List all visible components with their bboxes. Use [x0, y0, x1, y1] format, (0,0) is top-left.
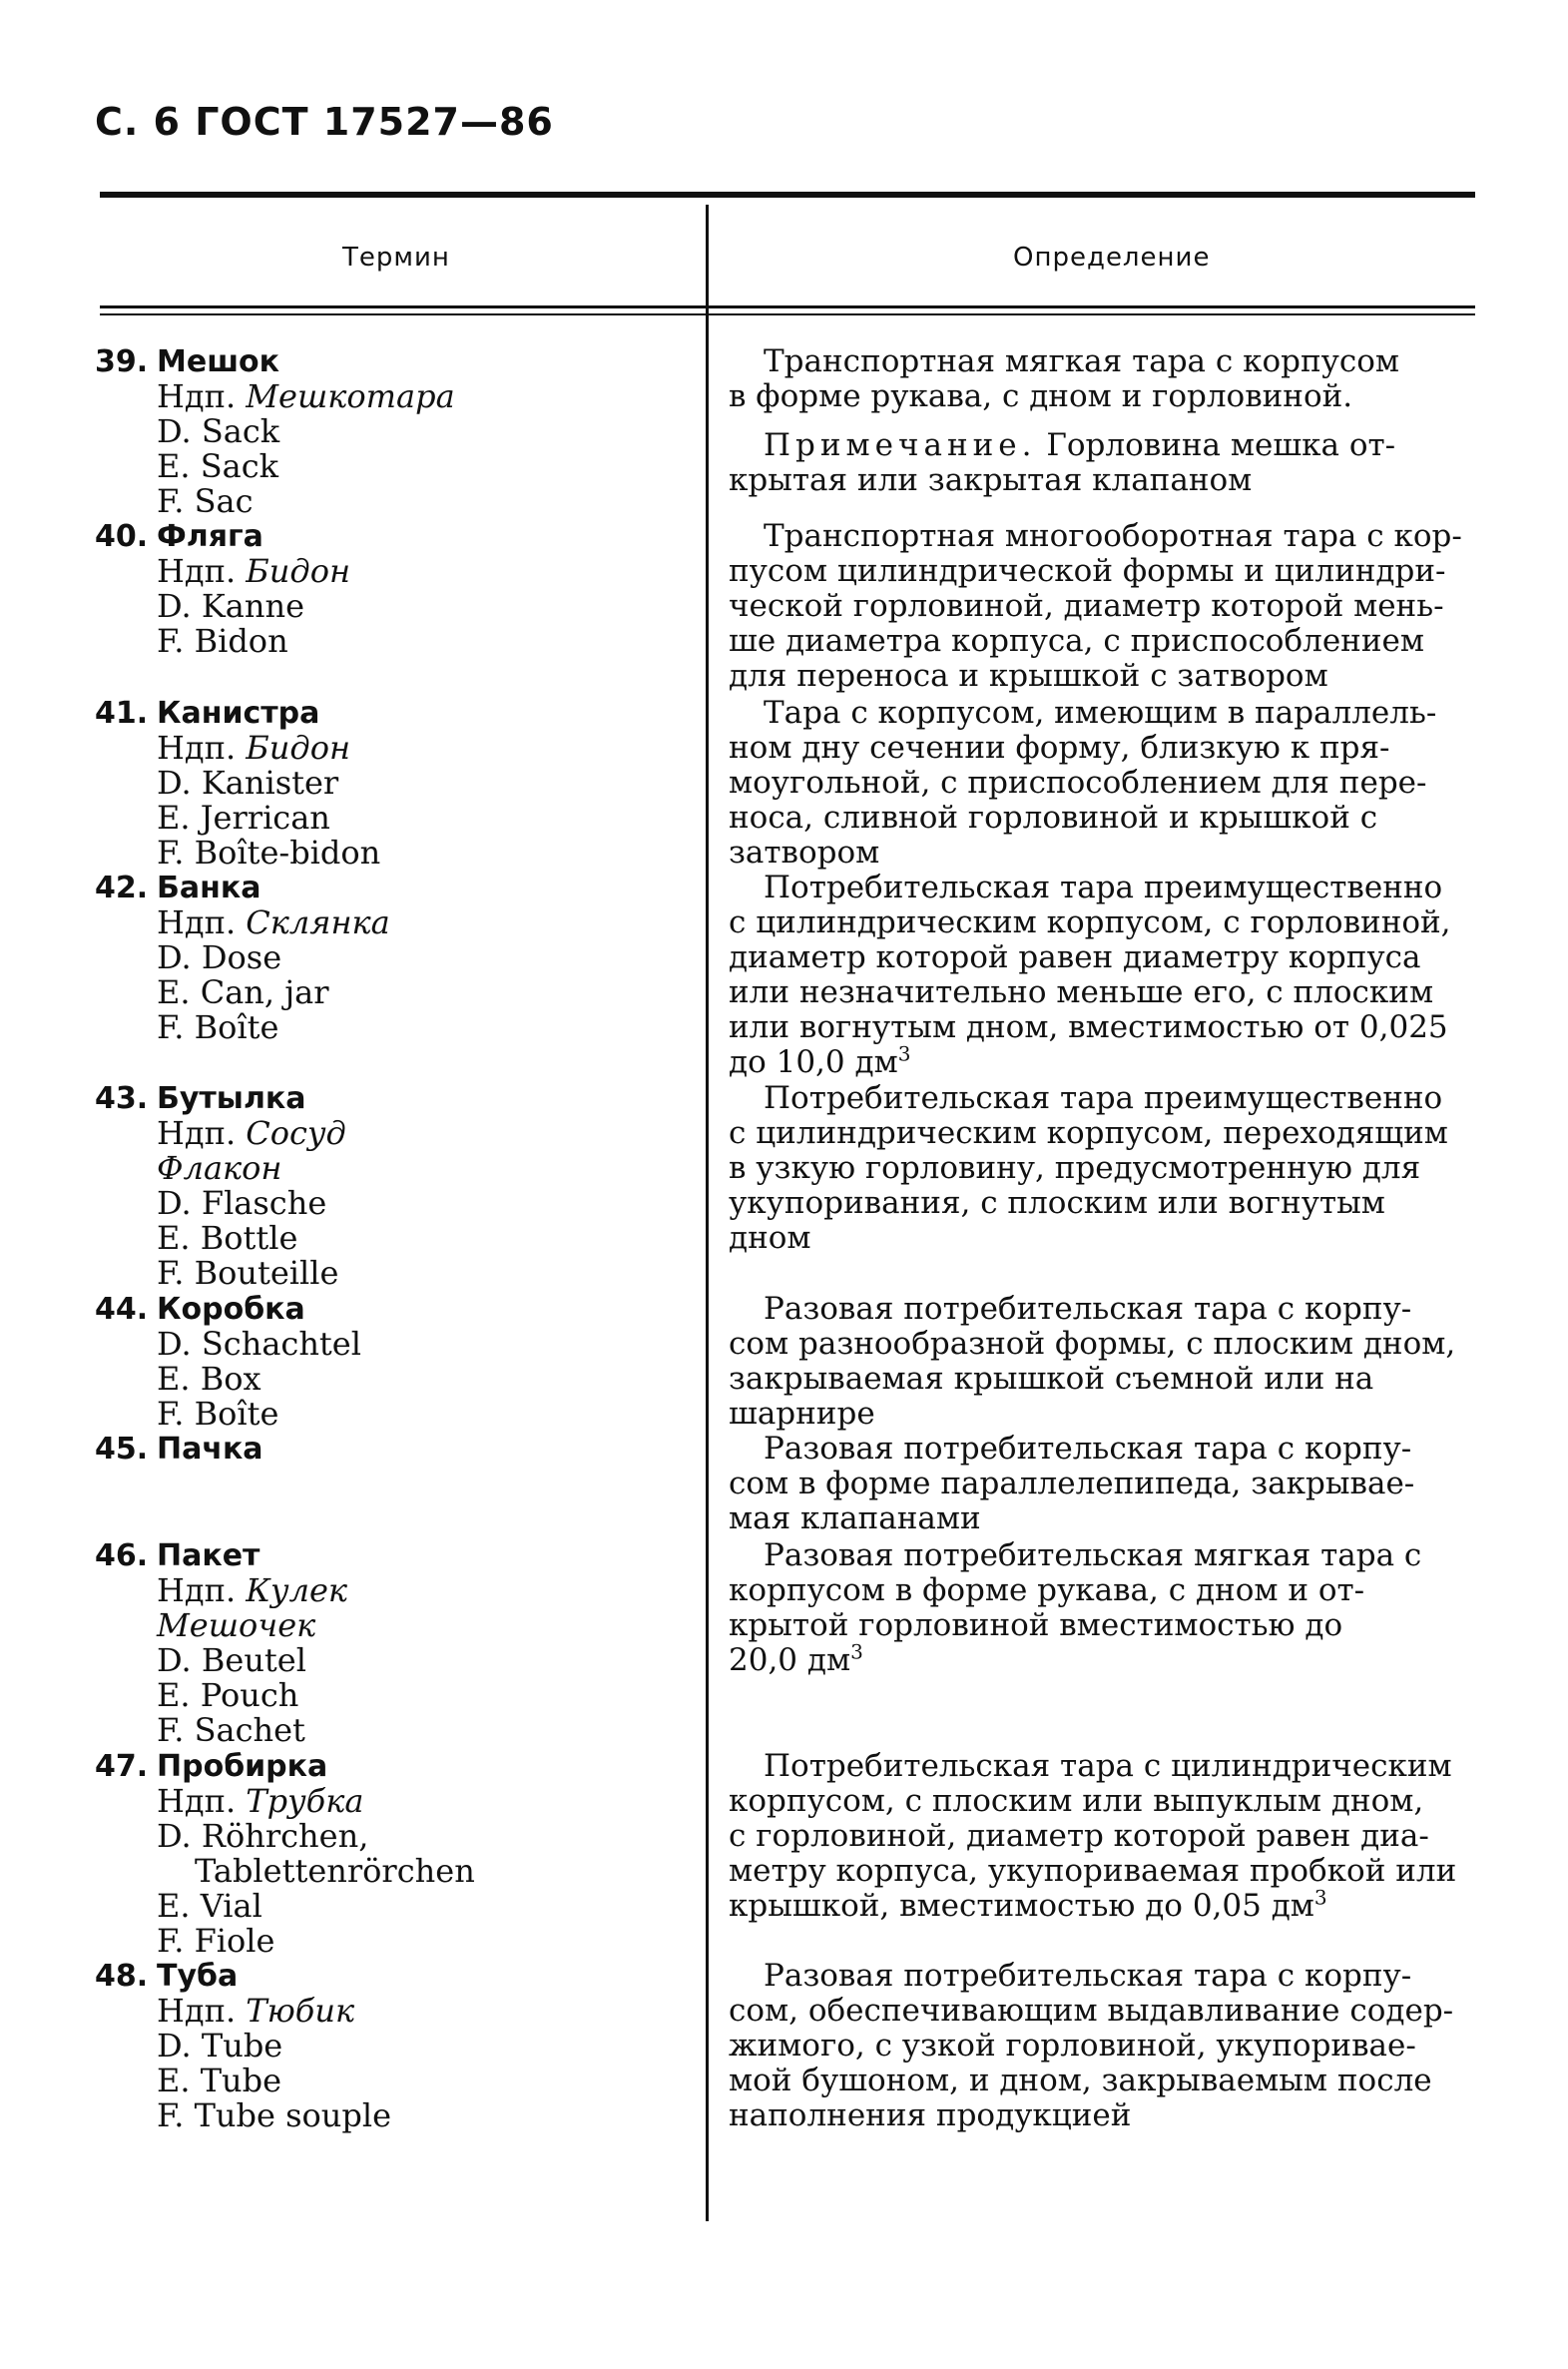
entry-number: 46. — [95, 1538, 149, 1573]
french-equivalent: F. Boîte — [157, 1008, 279, 1046]
term: Фляга — [157, 519, 263, 554]
ndp-term: Бидон — [246, 729, 351, 767]
french-equivalent: F. Sachet — [157, 1711, 305, 1749]
ndp-term-2: Мешочек — [157, 1606, 316, 1644]
ndp-term: Склянка — [246, 903, 390, 941]
term: Бутылка — [157, 1081, 306, 1116]
ndp-prefix: Ндп. — [157, 1992, 237, 2030]
entry-number: 43. — [95, 1081, 149, 1116]
french-equivalent: F. Bouteille — [157, 1254, 339, 1292]
header-rule-lower — [100, 313, 1475, 315]
definition-line: или незначительно меньше его, с плоским — [729, 974, 1434, 1010]
german-equivalent: D. Flasche — [157, 1184, 327, 1222]
term-entry-40 — [95, 519, 694, 659]
english-equivalent: E. Jerrican — [157, 799, 330, 837]
english-equivalent: E. Vial — [157, 1887, 262, 1925]
definition-43 — [729, 1081, 1467, 1256]
german-equivalent: D. Kanister — [157, 764, 339, 802]
definition-line: сом разнообразной формы, с плоским дном, — [729, 1326, 1456, 1362]
definition-line: закрываемая крышкой съемной или на — [729, 1361, 1374, 1397]
definition-48 — [729, 1959, 1467, 2133]
entry-number: 41. — [95, 696, 149, 731]
ndp-prefix: Ндп. — [157, 552, 237, 590]
german-equivalent: D. Sack — [157, 412, 280, 450]
definition-line: крытой горловиной вместимостью до — [729, 1607, 1343, 1643]
definition-line: крышкой, вместимостью до 0,05 дм — [729, 1888, 1314, 1924]
definition-line: в форме рукава, с дном и горловиной. — [729, 378, 1353, 414]
english-equivalent: E. Pouch — [157, 1676, 299, 1714]
definition-line: мой бушоном, и дном, закрываемым после — [729, 2063, 1432, 2098]
definition-line: в узкую горловину, предусмотренную для — [729, 1150, 1421, 1186]
definition-line: наполнения продукцией — [729, 2097, 1132, 2133]
english-equivalent: E. Sack — [157, 447, 279, 485]
definition-line: сом, обеспечивающим выдавливание содер- — [729, 1993, 1454, 2029]
definition-line: ше диаметра корпуса, с приспособлением — [729, 623, 1424, 659]
ndp-prefix: Ндп. — [157, 729, 237, 767]
german-equivalent: D. Tube — [157, 2027, 283, 2065]
note-text: Горловина мешка от- — [1046, 427, 1396, 463]
definition-line: с цилиндрическим корпусом, с горловиной, — [729, 904, 1451, 940]
definition-44 — [729, 1292, 1467, 1432]
definition-line: метру корпуса, укупориваемая пробкой или — [729, 1853, 1457, 1889]
term: Канистра — [157, 696, 320, 731]
french-equivalent: F. Sac — [157, 482, 254, 520]
definition-46 — [729, 1538, 1467, 1678]
definition-45 — [729, 1432, 1467, 1536]
definition-line: жимого, с узкой горловиной, укупоривае- — [729, 2028, 1416, 2064]
term-entry-41 — [95, 696, 694, 871]
term-entry-42 — [95, 871, 694, 1045]
definition-line: носа, сливной горловиной и крышкой с — [729, 800, 1378, 836]
english-equivalent: E. Bottle — [157, 1219, 298, 1257]
english-equivalent: E. Can, jar — [157, 973, 329, 1011]
term: Пачка — [157, 1432, 263, 1467]
definition-line: пусом цилиндрической формы и цилиндри- — [729, 553, 1446, 589]
entry-number: 42. — [95, 871, 149, 905]
definition-line: Тара с корпусом, имеющим в параллель- — [764, 695, 1437, 731]
ndp-term: Трубка — [246, 1782, 364, 1820]
german-equivalent: D. Röhrchen, — [157, 1817, 369, 1855]
entry-number: 47. — [95, 1749, 149, 1784]
definition-line: Транспортная многооборотная тара с кор- — [764, 518, 1462, 554]
definition-line: диаметр которой равен диаметру корпуса — [729, 939, 1421, 975]
term: Пробирка — [157, 1749, 328, 1784]
ndp-term: Тюбик — [246, 1992, 355, 2030]
entry-number: 44. — [95, 1292, 149, 1327]
term: Туба — [157, 1959, 239, 1994]
german-equivalent: D. Beutel — [157, 1641, 306, 1679]
ndp-prefix: Ндп. — [157, 903, 237, 941]
term-entry-46 — [95, 1538, 694, 1748]
definition-line: мая клапанами — [729, 1500, 981, 1536]
header-rule-upper — [100, 305, 1475, 308]
ndp-term: Бидон — [246, 552, 351, 590]
top-rule — [100, 192, 1475, 198]
french-equivalent: F. Boîte-bidon — [157, 834, 381, 872]
page-header: С. 6 ГОСТ 17527—86 — [95, 100, 554, 144]
entry-number: 45. — [95, 1432, 149, 1467]
term-entry-39 — [95, 344, 694, 519]
english-equivalent: E. Tube — [157, 2062, 282, 2099]
english-equivalent: E. Box — [157, 1360, 261, 1398]
ndp-prefix: Ндп. — [157, 377, 237, 415]
ndp-term: Мешкотара — [246, 377, 455, 415]
definition-line: до 10,0 дм — [729, 1044, 898, 1080]
term: Мешок — [157, 344, 280, 379]
german-equivalent: D. Schachtel — [157, 1325, 361, 1363]
column-header-definition: Определение — [1013, 243, 1211, 273]
term: Пакет — [157, 1538, 261, 1573]
definition-line: ческой горловиной, диаметр которой мень- — [729, 588, 1444, 624]
term: Банка — [157, 871, 261, 905]
definition-line: Разовая потребительская мягкая тара с — [764, 1537, 1422, 1573]
definition-line: Потребительская тара преимущественно — [764, 870, 1443, 905]
superscript: 3 — [850, 1639, 863, 1664]
ndp-prefix: Ндп. — [157, 1782, 237, 1820]
german-equivalent: D. Dose — [157, 938, 282, 976]
definition-line: укупоривания, с плоским или вогнутым — [729, 1185, 1385, 1221]
french-equivalent: F. Fiole — [157, 1922, 275, 1960]
definition-line: дном — [729, 1220, 811, 1256]
superscript: 3 — [897, 1041, 911, 1066]
definition-47 — [729, 1749, 1467, 1924]
superscript: 3 — [1313, 1885, 1327, 1910]
term-entry-48 — [95, 1959, 694, 2133]
definition-39 — [729, 344, 1467, 498]
definition-line: моугольной, с приспособлением для пере- — [729, 765, 1427, 801]
entry-number: 48. — [95, 1959, 149, 1994]
french-equivalent: F. Tube souple — [157, 2096, 392, 2134]
column-divider — [706, 205, 709, 2221]
definition-42 — [729, 871, 1467, 1080]
note-text: крытая или закрытая клапаном — [729, 462, 1253, 498]
definition-line: для переноса и крышкой с затвором — [729, 658, 1328, 694]
ndp-term: Кулек — [246, 1571, 348, 1609]
term-entry-47 — [95, 1749, 694, 1959]
definition-line: корпусом, с плоским или выпуклым дном, — [729, 1783, 1424, 1819]
ndp-prefix: Ндп. — [157, 1114, 237, 1152]
definition-line: Потребительская тара преимущественно — [764, 1080, 1443, 1116]
french-equivalent: F. Boîte — [157, 1395, 279, 1433]
ndp-prefix: Ндп. — [157, 1571, 237, 1609]
definition-line: Разовая потребительская тара с корпу- — [764, 1958, 1412, 1994]
definition-line: ном дну сечении форму, близкую к пря- — [729, 730, 1390, 766]
ndp-term: Сосуд — [246, 1114, 346, 1152]
definition-line: Транспортная мягкая тара с корпусом — [764, 343, 1400, 379]
term: Коробка — [157, 1292, 305, 1327]
term-entry-43 — [95, 1081, 694, 1291]
definition-line: Разовая потребительская тара с корпу- — [764, 1431, 1412, 1467]
definition-line: корпусом в форме рукава, с дном и от- — [729, 1572, 1365, 1608]
definition-line: или вогнутым дном, вместимостью от 0,025 — [729, 1009, 1448, 1045]
definition-40 — [729, 519, 1467, 694]
column-header-term: Термин — [342, 243, 450, 273]
entry-number: 39. — [95, 344, 149, 379]
definition-line: шарнире — [729, 1396, 875, 1432]
definition-line: сом в форме параллелепипеда, закрывае- — [729, 1466, 1415, 1501]
definition-line: с цилиндрическим корпусом, переходящим — [729, 1115, 1448, 1151]
entry-number: 40. — [95, 519, 149, 554]
definition-41 — [729, 696, 1467, 871]
definition-line: 20,0 дм — [729, 1642, 851, 1678]
term-entry-44 — [95, 1292, 694, 1432]
definition-line: Разовая потребительская тара с корпу- — [764, 1291, 1412, 1327]
definition-line: затвором — [729, 835, 880, 871]
french-equivalent: F. Bidon — [157, 622, 288, 660]
definition-line: Потребительская тара с цилиндрическим — [764, 1748, 1452, 1784]
term-entry-45 — [95, 1432, 694, 1467]
german-equivalent: D. Kanne — [157, 587, 304, 625]
definition-line: с горловиной, диаметр которой равен диа- — [729, 1818, 1429, 1854]
german-equivalent-continued: Tablettenrörchen — [195, 1852, 475, 1890]
note-label: Примечание. — [764, 427, 1037, 463]
ndp-term-2: Флакон — [157, 1149, 282, 1187]
